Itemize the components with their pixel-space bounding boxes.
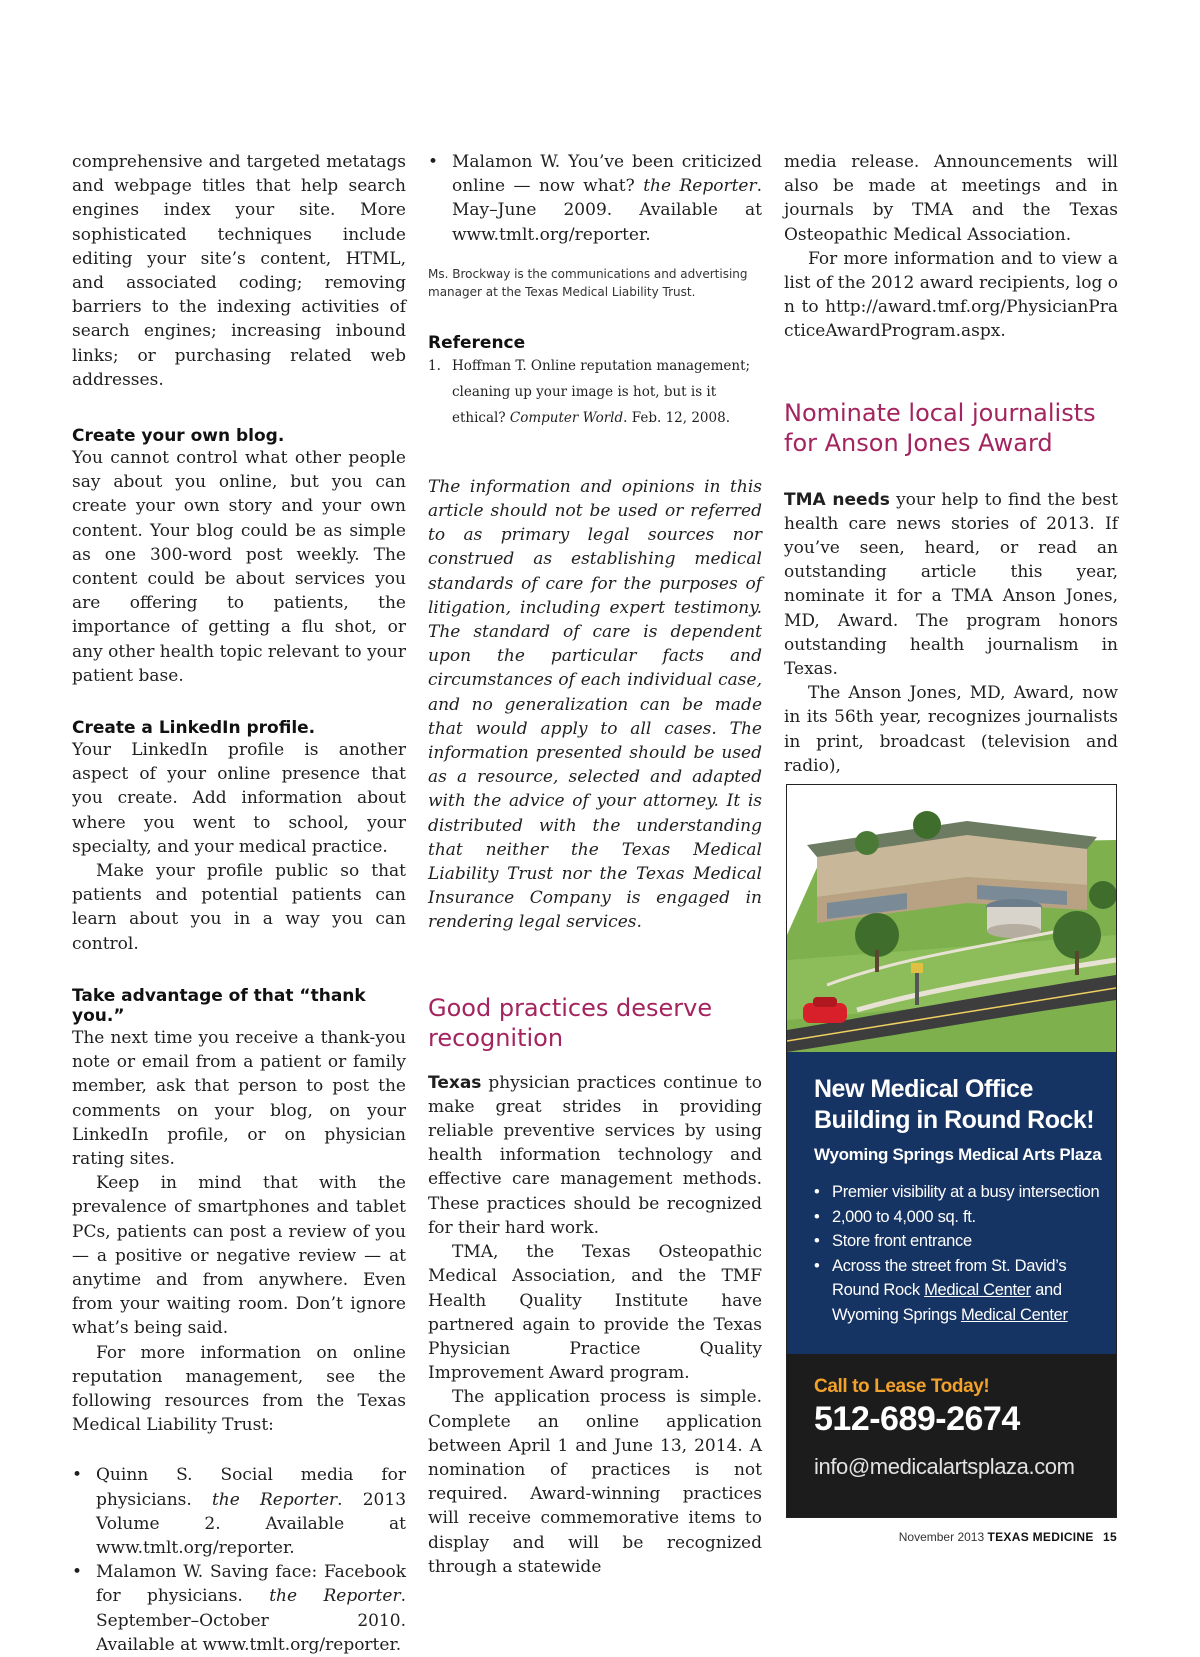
paragraph-thanks-2: Keep in mind that with the prevalence of smartphones and tablet PCs, patients can post a review of you — a positive or negative review — at anytime and from anywhere. Even from your waiting room. Don’t ignore what’s being said. xyxy=(72,1173,406,1339)
heading-create-blog: Create your own blog. xyxy=(72,426,285,447)
paragraph-thanks-1: The next time you receive a thank-you note or email from a patient or family member, ask that person to post the comments on your blog, on your LinkedIn profile, or on physician rating sites. xyxy=(72,1027,406,1169)
ad-features xyxy=(814,1180,1116,1327)
ad-feature: • Across the street from St. David’s Round Rock Medical Center and Wyoming Springs Medical Center xyxy=(814,1254,1116,1328)
column-3 xyxy=(784,150,1118,778)
ad-subtitle: Wyoming Springs Medical Arts Plaza xyxy=(814,1145,1102,1164)
ad-contact-panel xyxy=(787,1354,1116,1517)
paragraph-linkedin-1: Your LinkedIn profile is another aspect of your online presence that you create. Add information about where you went to school, your specialty, and your medical practice. xyxy=(72,740,406,857)
paragraph-thanks-3: For more information on online reputation management, see the following resources from the Texas Medical Liability Trust: xyxy=(72,1342,406,1436)
paragraph-anson-jones-1: TMA needs your help to find the best health care news stories of 2013. If you’ve seen, heard, or read an outstanding article this year, nominate it for a TMA Anson Jones, MD, Award. The program honors outstanding health journalism in Texas. xyxy=(784,489,1118,680)
ad-call-to-action: Call to Lease Today! xyxy=(814,1376,990,1397)
resource-item: • Malamon W. Saving face: Facebook for physicians. the Reporter. September–October 2010. Available at www.tmlt.org/reporter. xyxy=(72,1560,406,1657)
paragraph-intro: comprehensive and targeted metatags and webpage titles that help search engines index your site. More sophisticated techniques include editing your site’s content, HTML, and associated coding; removing barriers to the indexing activities of search engines; increasing inbound links; or purchasing related web addresses. xyxy=(72,152,406,390)
ad-feature: • 2,000 to 4,000 sq. ft. xyxy=(814,1205,1116,1230)
ad-feature: • Store front entrance xyxy=(814,1229,1116,1254)
heading-thank-you: Take advantage of that “thank you.” xyxy=(72,985,366,1026)
ad-info-panel xyxy=(787,1052,1116,1354)
resource-list-continued xyxy=(428,150,762,247)
heading-reference: Reference xyxy=(428,332,526,353)
paragraph-good-practices-3: The application process is simple. Complete an online application between April 1 and June 13, 2014. A nomination of practices is not required. Award-winning practices will receive commemorative items to display and will be recognized through a statewide xyxy=(428,1387,762,1577)
paragraph-more-info: For more information and to view a list of the 2012 award recipients, log on to http://award.tmf.org/PhysicianPracticeAwardProgram.aspx. xyxy=(784,248,1118,342)
building-rendering xyxy=(787,785,1116,1052)
page-footer xyxy=(899,1530,1117,1544)
ad-title: New Medical Office Building in Round Rock! xyxy=(814,1075,1095,1134)
paragraph-good-practices-1: Texas physician practices continue to make great strides in providing reliable preventive services by using health information technology and effective care management methods. These practices should be recognized for their hard work. xyxy=(428,1072,762,1238)
advertisement xyxy=(786,784,1117,1518)
column-1 xyxy=(72,150,406,1657)
section-title-good-practices: Good practices deserve recognition xyxy=(428,993,713,1052)
resource-item: • Malamon W. You’ve been criticized online — now what? the Reporter. May–June 2009. Available at www.tmlt.org/reporter. xyxy=(428,150,762,247)
paragraph-blog: You cannot control what other people say about you online, but you can create your own story and your own content. Your blog could be as simple as one 300-word post weekly. The content could be about services you are offering to patients, the importance of getting a flu shot, or any other health topic relevant to your patient base. xyxy=(72,448,406,686)
page-number: 15 xyxy=(1103,1530,1117,1544)
resource-list xyxy=(72,1463,406,1657)
ad-phone[interactable]: 512-689-2674 xyxy=(814,1400,1020,1438)
magazine-name: TEXAS MEDICINE xyxy=(987,1530,1094,1544)
column-2 xyxy=(428,150,762,1579)
section-title-anson-jones: Nominate local journalists for Anson Jones Award xyxy=(784,398,1096,457)
ad-feature: • Premier visibility at a busy intersection xyxy=(814,1180,1116,1205)
medical-center-link[interactable]: Medical Center xyxy=(960,1305,1068,1324)
issue-date: November 2013 xyxy=(898,1530,985,1544)
author-bio: Ms. Brockway is the communications and advertising manager at the Texas Medical Liability Trust. xyxy=(428,266,748,299)
paragraph-anson-jones-2: The Anson Jones, MD, Award, now in its 56th year, recognizes journalists in print, broadcast (television and radio), xyxy=(784,683,1118,776)
heading-linkedin: Create a LinkedIn profile. xyxy=(72,718,316,739)
legal-disclaimer: The information and opinions in this article should not be used or referred to as primary legal sources nor construed as establishing medical standards of care for the purposes of litigation, including expert testimony. The standard of care is dependent upon the particular facts and circumstances of each individual case, and no generalization can be made that would apply to all cases. The information presented should be used as a resource, selected and adapted with the advice of your attorney. It is distributed with the understanding that neither the Texas Medical Liability Trust nor the Texas Medical Insurance Company is engaged in rendering legal services. xyxy=(428,476,762,933)
resource-item: • Quinn S. Social media for physicians. the Reporter. 2013 Volume 2. Available at www.tmlt.org/reporter. xyxy=(72,1463,406,1560)
ad-email[interactable]: info@medicalartsplaza.com xyxy=(814,1454,1075,1479)
medical-center-link[interactable]: Medical Center xyxy=(924,1281,1031,1299)
paragraph-linkedin-2: Make your profile public so that patients and potential patients can learn about you in a way you can control. xyxy=(72,861,406,954)
paragraph-good-practices-2: TMA, the Texas Osteopathic Medical Association, and the TMF Health Quality Institute have partnered again to provide the Texas Physician Practice Quality Improvement Award program. xyxy=(428,1242,762,1384)
reference-item: 1. Hoffman T. Online reputation management; cleaning up your image is hot, but is it ethical? Computer World. Feb. 12, 2008. xyxy=(428,357,751,426)
paragraph-media-release: media release. Announcements will also be made at meetings and in journals by TMA and the Texas Osteopathic Medical Association. xyxy=(784,152,1118,245)
